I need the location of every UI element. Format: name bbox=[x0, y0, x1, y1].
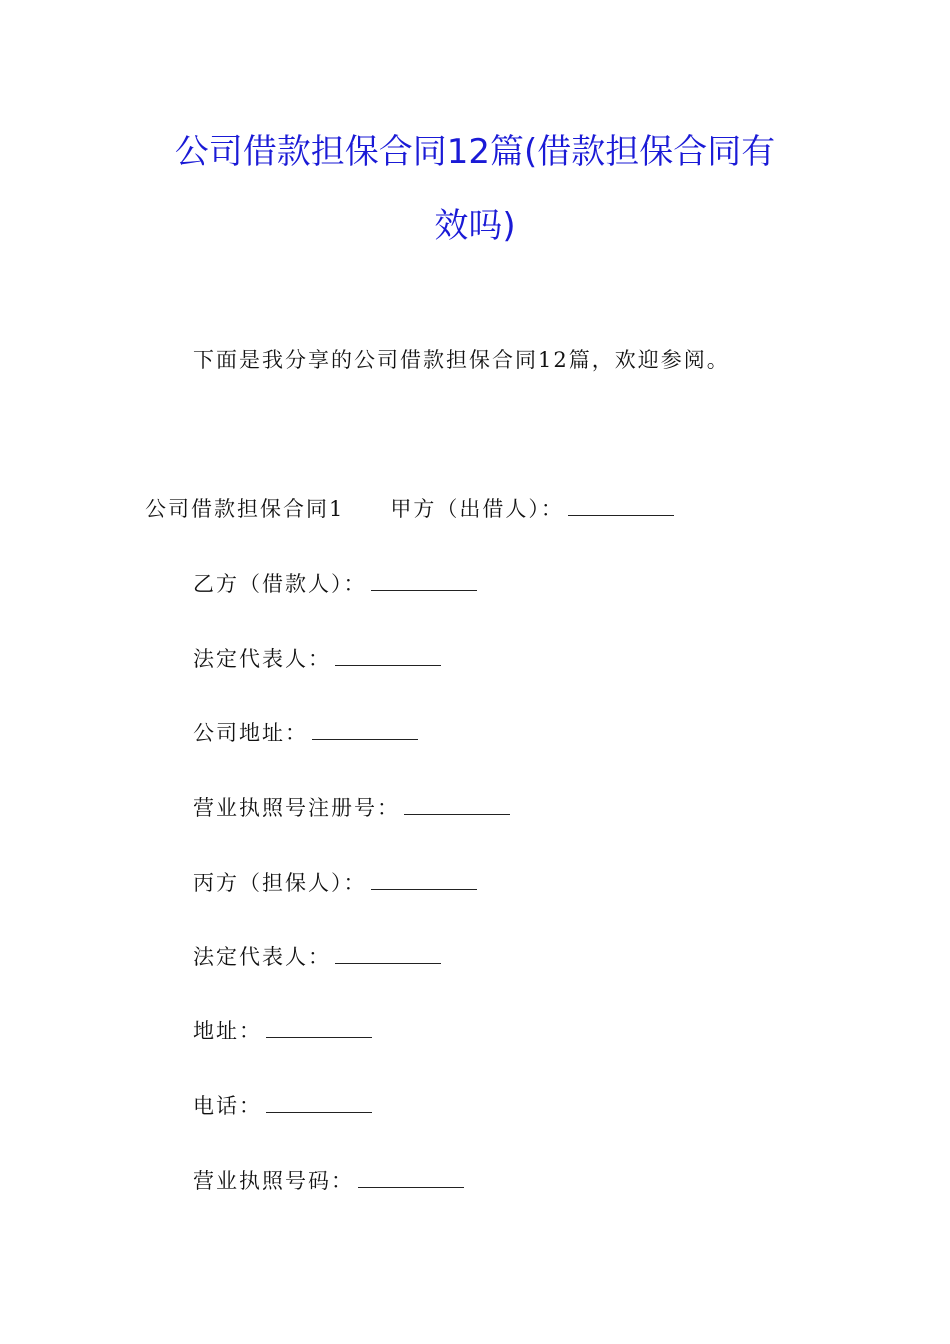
section-heading: 公司借款担保合同1 bbox=[145, 497, 345, 521]
field-blank-company-address[interactable] bbox=[312, 719, 418, 740]
field-label-guarantor-legal-rep: 法定代表人： bbox=[193, 945, 331, 969]
field-blank-guarantor-legal-rep[interactable] bbox=[335, 943, 441, 964]
intro-text: 下面是我分享的公司借款担保合同12篇，欢迎参阅。 bbox=[193, 348, 730, 372]
field-label-registration-no: 营业执照号注册号： bbox=[193, 796, 400, 820]
field-blank-legal-rep[interactable] bbox=[335, 645, 441, 666]
field-label-borrower: 乙方（借款人）： bbox=[193, 572, 367, 596]
document-title-line2: 效吗) bbox=[434, 206, 516, 246]
first-field-line bbox=[145, 495, 674, 523]
intro-paragraph bbox=[193, 346, 730, 374]
field-label-lender: 甲方（出借人）： bbox=[390, 497, 564, 521]
field-phone bbox=[193, 1092, 372, 1120]
field-borrower bbox=[193, 570, 477, 598]
field-label-address: 地址： bbox=[193, 1019, 262, 1043]
field-blank-guarantor[interactable] bbox=[371, 869, 477, 890]
field-guarantor-legal-rep bbox=[193, 943, 441, 971]
field-blank-license-no[interactable] bbox=[358, 1167, 464, 1188]
field-label-guarantor: 丙方（担保人）： bbox=[193, 871, 367, 895]
field-label-legal-rep: 法定代表人： bbox=[193, 647, 331, 671]
field-blank-lender[interactable] bbox=[568, 495, 674, 516]
field-blank-phone[interactable] bbox=[266, 1092, 372, 1113]
field-address bbox=[193, 1017, 372, 1045]
field-label-company-address: 公司地址： bbox=[193, 721, 308, 745]
field-blank-registration-no[interactable] bbox=[404, 794, 510, 815]
field-blank-address[interactable] bbox=[266, 1017, 372, 1038]
field-company-address bbox=[193, 719, 418, 747]
field-blank-borrower[interactable] bbox=[371, 570, 477, 591]
field-label-license-no: 营业执照号码： bbox=[193, 1169, 354, 1193]
field-label-phone: 电话： bbox=[193, 1094, 262, 1118]
document-title-line1: 公司借款担保合同12篇(借款担保合同有 bbox=[174, 132, 776, 172]
field-license-no bbox=[193, 1167, 464, 1195]
field-guarantor bbox=[193, 869, 477, 897]
field-legal-rep bbox=[193, 645, 441, 673]
field-registration-no bbox=[193, 794, 510, 822]
